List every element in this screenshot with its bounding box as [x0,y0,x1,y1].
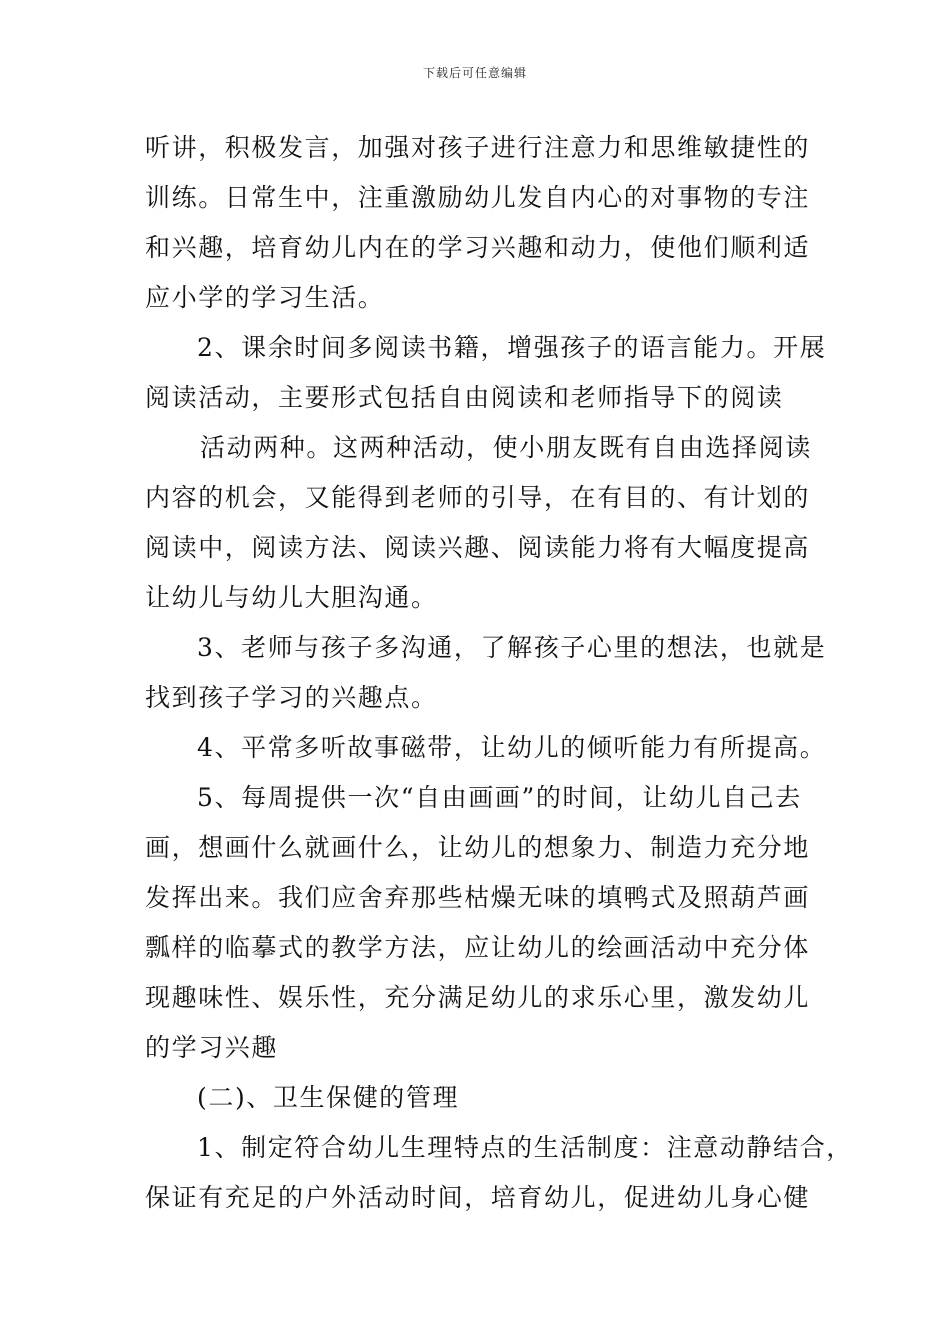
text-line: 画，想画什么就画什么，让幼儿的想象力、制造力充分地 [145,833,811,862]
text-line: 1、制定符合幼儿生理特点的生活制度：注意动静结合， [197,1133,853,1162]
text-line: 瓢样的临摹式的教学方法，应让幼儿的绘画活动中充分体 [145,933,811,962]
text-line: 的学习兴趣 [145,1033,279,1062]
text-line: 活动两种。这两种活动，使小朋友既有自由选择阅读 [200,433,812,462]
text-line: 找到孩子学习的兴趣点。 [145,683,438,712]
text-line: 应小学的学习生活。 [145,283,385,312]
text-line: 4、平常多听故事磁带，让幼儿的倾听能力有所提高。 [197,733,827,762]
section-heading: (二)、卫生保健的管理 [197,1083,460,1112]
text-line: 阅读中，阅读方法、阅读兴趣、阅读能力将有大幅度提高 [145,533,811,562]
text-line: 保证有充足的户外活动时间，培育幼儿，促进幼儿身心健 [145,1183,811,1212]
text-line: 2、课余时间多阅读书籍，增强孩子的语言能力。开展 [197,333,827,362]
text-line: 让幼儿与幼儿大胆沟通。 [145,583,438,612]
text-line: 3、老师与孩子多沟通，了解孩子心里的想法，也就是 [197,633,827,662]
text-line: 阅读活动，主要形式包括自由阅读和老师指导下的阅读 [145,383,784,412]
text-line: 和兴趣，培育幼儿内在的学习兴趣和动力，使他们顺利适 [145,233,811,262]
text-line: 听讲，积极发言，加强对孩子进行注意力和思维敏捷性的 [145,133,811,162]
text-line: 训练。日常生中，注重激励幼儿发自内心的对事物的专注 [145,183,811,212]
text-line: 内容的机会，又能得到老师的引导，在有目的、有计划的 [145,483,811,512]
page-header: 下载后可任意编辑 [422,66,527,80]
text-line: 5、每周提供一次“自由画画”的时间，让幼儿自己去 [197,783,802,812]
text-line: 现趣味性、娱乐性，充分满足幼儿的求乐心里，激发幼儿 [145,983,811,1012]
text-line: 发挥出来。我们应舍弃那些枯燥无味的填鸭式及照葫芦画 [145,883,811,912]
